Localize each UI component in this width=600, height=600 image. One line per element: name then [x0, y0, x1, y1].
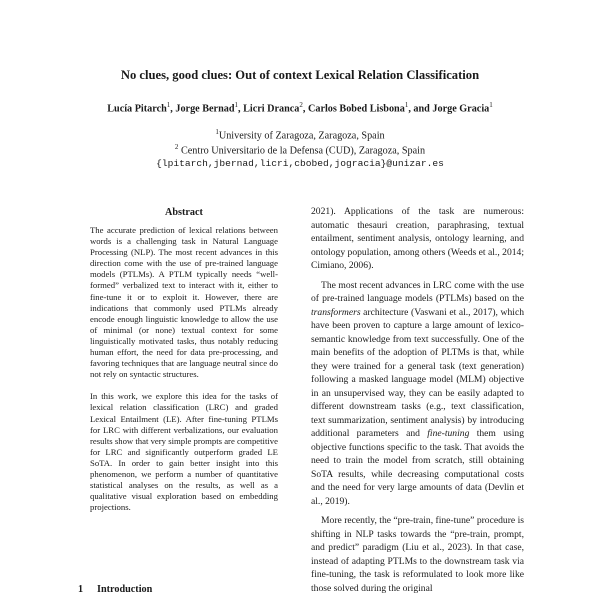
author-name: Jorge Bernad [175, 103, 235, 115]
author-name: Carlos Bobed Lisbona [308, 103, 405, 115]
affiliation-1 [0, 128, 600, 141]
author-separator: , [238, 103, 244, 115]
author-name: Jorge Gracia [432, 103, 490, 115]
body-text: The most recent advances in LRC come with the use of pre-trained language models (PTLMs) based on the [311, 279, 524, 304]
body-paragraph [311, 279, 524, 509]
body-emphasis: fine-tuning [427, 428, 470, 439]
affiliation-mark: 2 [174, 143, 179, 151]
right-column-text [311, 205, 524, 595]
body-emphasis: transformers [311, 306, 361, 318]
author-list [0, 101, 600, 114]
section-title: Introduction [97, 584, 153, 595]
author-separator: , [302, 103, 308, 115]
affiliation-mark: 1 [215, 128, 219, 136]
author-affiliation-mark: 1 [489, 101, 493, 109]
author-affiliation-mark: 2 [299, 101, 303, 109]
affiliation-2 [0, 143, 600, 156]
paper-title: No clues, good clues: Out of context Lexical Relation Classification [120, 68, 480, 82]
author-separator-and: , and [408, 103, 433, 115]
body-text: them using objective functions specific to the task. That avoids the need to train the model from scratch, still obtaining SoTA results, while decreasing computational costs and the need for very large amounts of data (Devlin et al., 2019). [311, 428, 524, 507]
author-affiliation-mark: 1 [404, 101, 409, 109]
author-name: Lucía Pitarch [107, 103, 167, 115]
affiliation-text: Centro Universitario de la Defensa (CUD), Zaragoza, Spain [178, 145, 426, 157]
abstract-body [90, 225, 278, 513]
author-separator: , [170, 103, 176, 115]
author-emails[interactable]: {lpitarch,jbernad,licri,cbobed,jogracia}@unizar.es [156, 158, 444, 169]
body-paragraph: 2021). Applications of the task are numerous: automatic thesauri creation, paraphrasing, textual entailment, sentiment analysis, ontology learning, and ontology population, among others (Weeds et al., 2014; Cimiano, 2006). [311, 206, 524, 271]
author-name: Licri Dranca [243, 103, 300, 115]
abstract-paragraph: In this work, we explore this idea for the tasks of lexical relation classification (LRC) and graded Lexical Entailment (LE). After fine-tuning PTLMs for LRC with different verbalizations, our evaluation results show that very simple prompts are competitive for LRC and significantly outperform graded LE SoTA. In order to gain better insight into this phenomenon, we perform a number of quantitative statistical analyses on the results, as well as a qualitative visual exploration based on embedding projections. [90, 391, 278, 513]
author-affiliation-mark: 1 [234, 101, 238, 109]
body-paragraph: More recently, the “pre-train, fine-tune” procedure is shifting in NLP tasks towards the “pre-train, prompt, and predict” paradigm (Liu et al., 2023). In that case, instead of adapting PTLMs to the downstream task via fine-tuning, the task is reformulated to look more like those solved during the original [311, 515, 524, 594]
section-heading-introduction [78, 584, 152, 595]
abstract-paragraph: The accurate prediction of lexical relations between words is a challenging task in Natural Language Processing (NLP). The most recent advances in this direction come with the use of pre-trained language models (PTLMs). A PTLM typically needs “well-formed” verbalized text to interact with it, either to fine-tune it or to exploit it. However, there are indications that commonly used PTLMs already encode enough linguistic knowledge to allow the use of minimal (or none) textual context for some linguistically motivated tasks, thus notably reducing human effort, the need for data pre-processing, and favoring techniques that are language neutral since do not rely on syntactic structures. [90, 225, 278, 380]
author-affiliation-mark: 1 [166, 101, 171, 109]
affiliation-text: University of Zaragoza, Zaragoza, Spain [218, 130, 385, 142]
section-number: 1 [78, 584, 84, 595]
abstract-heading: Abstract [165, 207, 203, 218]
body-text: architecture (Vaswani et al., 2017), which have been proven to capture a large amount of lexico-semantic knowledge from text successfully. One of the main benefits of the adoption of PLTMs is that, while they were trained for a general task (text generation) following a masked language model (MLM) objective in an unsupervised way, they can be easily adapted to different downstream tasks (e.g., text classification, text summarization, sentiment analysis) by introducing additional parameters and [311, 306, 524, 439]
